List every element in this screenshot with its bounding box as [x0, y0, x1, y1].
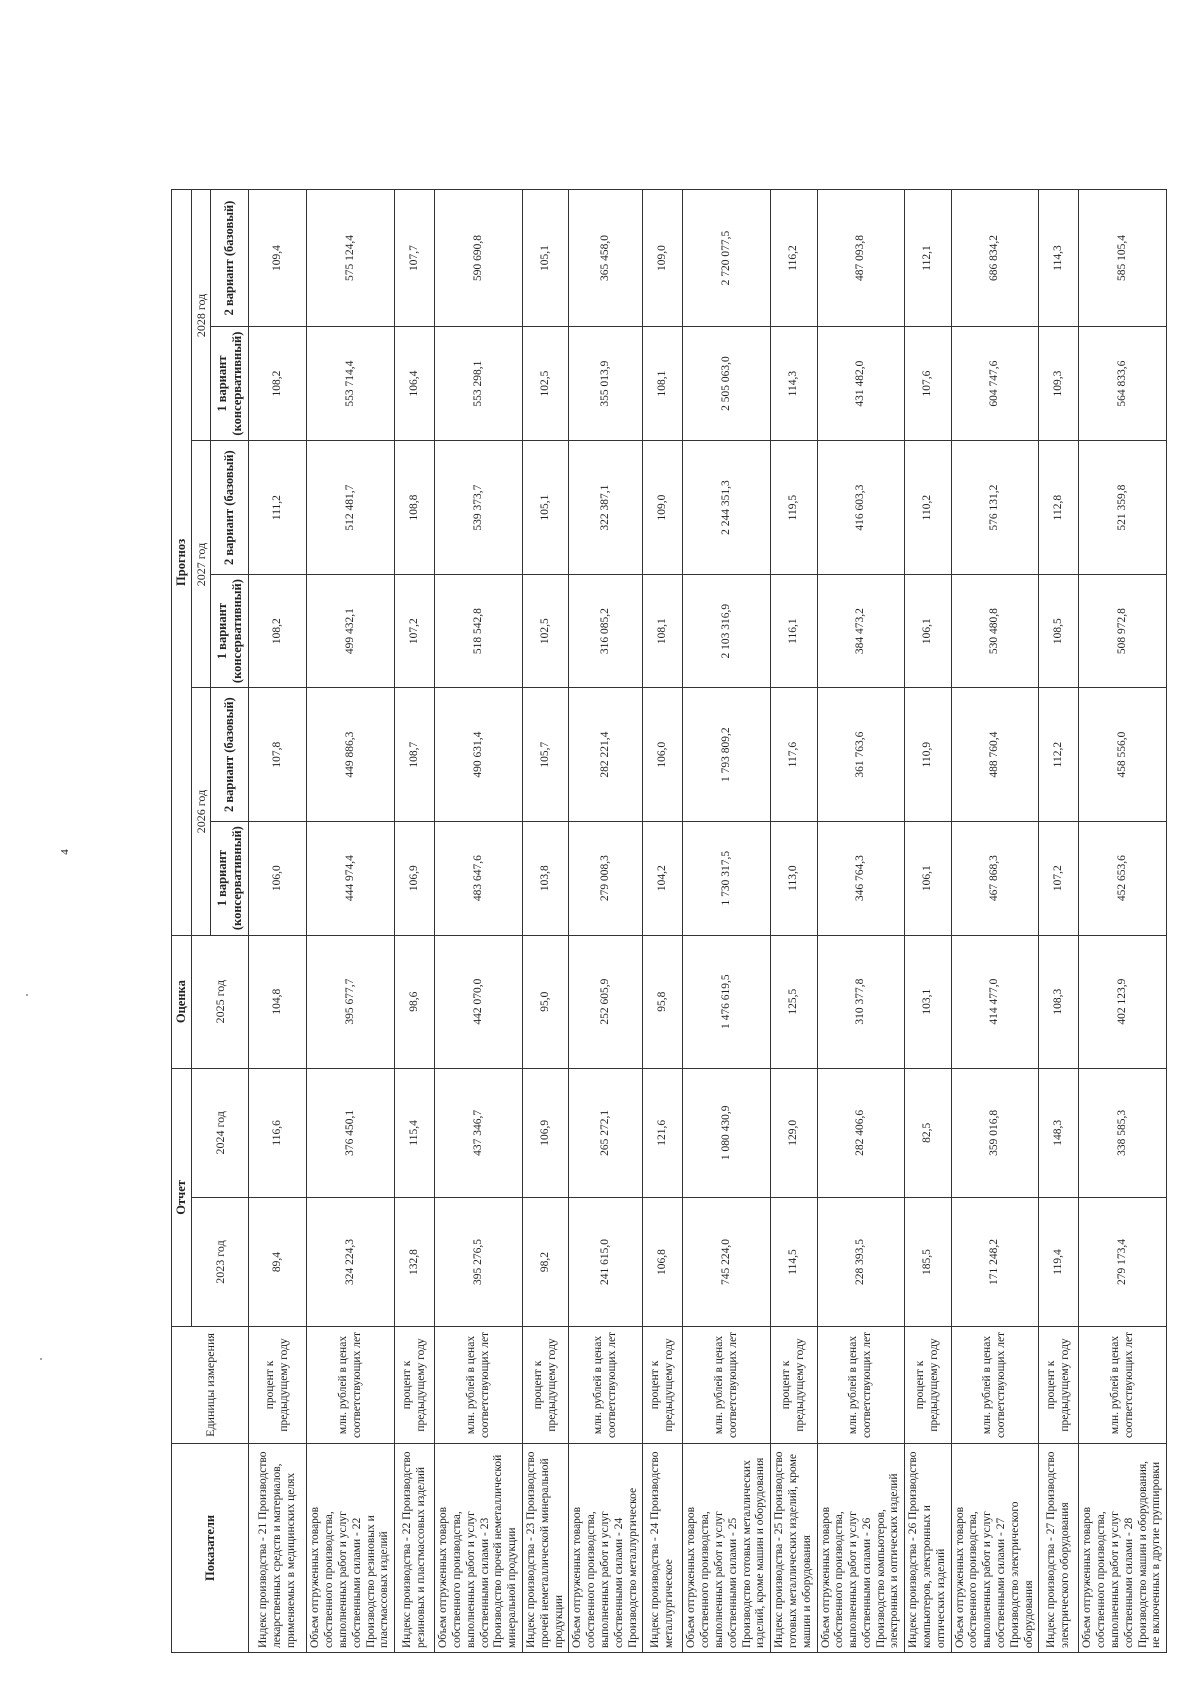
table-row — [643, 57, 683, 1653]
value-cell: 114,3 — [1039, 190, 1079, 326]
unit-cell: млн. рублей в ценах соответствующих лет — [1079, 1327, 1167, 1444]
value-cell: 114,3 — [771, 326, 817, 441]
value-cell: 575 124,4 — [307, 190, 395, 326]
value-cell: 355 013,9 — [569, 326, 643, 441]
value-cell: 107,2 — [1039, 821, 1079, 935]
indicator-name: Объем отгруженных товаров собственного производства, выполненных работ и услуг собственными силами - 28 Производство машин и оборудования, не включенных в другие группировки — [1079, 1443, 1167, 1652]
value-cell: 110,9 — [905, 688, 951, 821]
header-indicator: Показатели — [172, 1443, 249, 1652]
value-cell: 518 542,8 — [435, 574, 523, 688]
value-cell: 431 482,0 — [817, 326, 905, 441]
value-cell: 2 720 077,5 — [683, 190, 771, 326]
unit-cell: млн. рублей в ценах соответствующих лет — [307, 1327, 395, 1444]
value-cell: 512 481,7 — [307, 441, 395, 574]
value-cell: 109,3 — [1039, 326, 1079, 441]
value-cell: 102,5 — [522, 326, 568, 441]
header-estimate: Оценка — [172, 935, 192, 1068]
table-row — [951, 57, 1039, 1653]
value-cell: 106,8 — [643, 1197, 683, 1326]
value-cell: 108,7 — [395, 688, 435, 821]
value-cell: 346 764,3 — [817, 821, 905, 935]
value-cell: 416 603,3 — [817, 441, 905, 574]
value-cell: 488 760,4 — [951, 688, 1039, 821]
value-cell: 553 714,4 — [307, 326, 395, 441]
value-cell: 1 793 809,2 — [683, 688, 771, 821]
value-cell: 117,6 — [771, 688, 817, 821]
value-cell: 119,5 — [771, 441, 817, 574]
value-cell: 108,2 — [249, 326, 307, 441]
value-cell: 452 653,6 — [1079, 821, 1167, 935]
value-cell: 324 224,3 — [307, 1197, 395, 1326]
value-cell: 108,5 — [1039, 574, 1079, 688]
value-cell: 508 972,8 — [1079, 574, 1167, 688]
value-cell: 95,0 — [522, 935, 568, 1068]
value-cell: 585 105,4 — [1079, 190, 1167, 326]
indicator-name: Индекс производства - 21 Производство лекарственных средств и материалов, применяемых в медицинских целях — [249, 1443, 307, 1652]
header-variant-2: 2 вариант (базовый) — [211, 441, 249, 574]
value-cell: 107,2 — [395, 574, 435, 688]
indicator-name: Объем отгруженных товаров собственного производства, выполненных работ и услуг собственными силами - 26 Производство компьютеров, электронных и оптических изделий — [817, 1443, 905, 1652]
value-cell: 116,1 — [771, 574, 817, 688]
value-cell: 322 387,1 — [569, 441, 643, 574]
header-variant-1: 1 вариант (консервативный) — [211, 574, 249, 688]
unit-cell: процент к предыдущему году — [1039, 1327, 1079, 1444]
indicator-name: Объем отгруженных товаров собственного производства, выполненных работ и услуг собственными силами - 25 Производство готовых металлических изделий, кроме машин и оборудования — [683, 1443, 771, 1652]
table-row — [1079, 57, 1167, 1653]
value-cell: 116,2 — [771, 190, 817, 326]
value-cell: 449 886,3 — [307, 688, 395, 821]
value-cell: 279 173,4 — [1079, 1197, 1167, 1326]
value-cell: 553 298,1 — [435, 326, 523, 441]
value-cell: 112,8 — [1039, 441, 1079, 574]
value-cell: 521 359,8 — [1079, 441, 1167, 574]
value-cell: 95,8 — [643, 935, 683, 1068]
value-cell: 114,5 — [771, 1197, 817, 1326]
value-cell: 365 458,0 — [569, 190, 643, 326]
indicators-table — [171, 56, 1167, 1653]
value-cell: 112,2 — [1039, 688, 1079, 821]
table-row — [771, 57, 817, 1653]
indicator-name: Индекс производства - 27 Производство электрического оборудования — [1039, 1443, 1079, 1652]
header-variant-1: 1 вариант (консервативный) — [211, 326, 249, 441]
header-variant-1: 1 вариант (консервативный) — [211, 821, 249, 935]
value-cell: 115,4 — [395, 1068, 435, 1197]
value-cell: 590 690,8 — [435, 190, 523, 326]
value-cell: 106,9 — [395, 821, 435, 935]
value-cell: 107,7 — [395, 190, 435, 326]
table-row — [683, 57, 771, 1653]
value-cell: 125,5 — [771, 935, 817, 1068]
indicator-name: Индекс производства - 23 Производство прочей неметаллической минеральной продукции — [522, 1443, 568, 1652]
header-unit: Единицы измерения — [172, 1327, 249, 1444]
table-row — [1039, 57, 1079, 1653]
table-row — [395, 57, 435, 1653]
value-cell: 499 432,1 — [307, 574, 395, 688]
value-cell: 108,8 — [395, 441, 435, 574]
value-cell: 106,1 — [905, 574, 951, 688]
header-year-2023: 2023 год — [192, 1197, 249, 1326]
value-cell: 395 677,7 — [307, 935, 395, 1068]
indicator-name: Объем отгруженных товаров собственного производства, выполненных работ и услуг собственными силами - 23 Производство прочей неметаллической минеральной продукции — [435, 1443, 523, 1652]
unit-cell: млн. рублей в ценах соответствующих лет — [569, 1327, 643, 1444]
value-cell: 228 393,5 — [817, 1197, 905, 1326]
value-cell: 282 406,6 — [817, 1068, 905, 1197]
value-cell: 106,0 — [249, 821, 307, 935]
value-cell: 103,1 — [905, 935, 951, 1068]
header-variant-2: 2 вариант (базовый) — [211, 688, 249, 821]
indicator-name: Индекс производства - 25 Производство готовых металлических изделий, кроме машин и оборудования — [771, 1443, 817, 1652]
table-row — [817, 57, 905, 1653]
header-year-2024: 2024 год — [192, 1068, 249, 1197]
unit-cell: млн. рублей в ценах соответствующих лет — [683, 1327, 771, 1444]
header-year-2028: 2028 год — [192, 190, 211, 441]
value-cell: 106,1 — [905, 821, 951, 935]
value-cell: 106,4 — [395, 326, 435, 441]
unit-cell: процент к предыдущему году — [905, 1327, 951, 1444]
value-cell: 105,7 — [522, 688, 568, 821]
value-cell: 148,3 — [1039, 1068, 1079, 1197]
value-cell: 98,2 — [522, 1197, 568, 1326]
value-cell: 384 473,2 — [817, 574, 905, 688]
value-cell: 113,0 — [771, 821, 817, 935]
value-cell: 279 008,3 — [569, 821, 643, 935]
value-cell: 108,3 — [1039, 935, 1079, 1068]
value-cell: 108,1 — [643, 574, 683, 688]
value-cell: 467 868,3 — [951, 821, 1039, 935]
value-cell: 111,2 — [249, 441, 307, 574]
value-cell: 414 477,0 — [951, 935, 1039, 1068]
header-year-2025: 2025 год — [192, 935, 249, 1068]
header-year-2026: 2026 год — [192, 688, 211, 935]
value-cell: 1 080 430,9 — [683, 1068, 771, 1197]
value-cell: 576 131,2 — [951, 441, 1039, 574]
value-cell: 171 248,2 — [951, 1197, 1039, 1326]
indicator-name: Индекс производства - 22 Производство резиновых и пластмассовых изделий — [395, 1443, 435, 1652]
value-cell: 686 834,2 — [951, 190, 1039, 326]
value-cell: 483 647,6 — [435, 821, 523, 935]
value-cell: 107,6 — [905, 326, 951, 441]
value-cell: 102,5 — [522, 574, 568, 688]
scan-speck — [26, 994, 28, 996]
value-cell: 2 505 063,0 — [683, 326, 771, 441]
indicator-name: Объем отгруженных товаров собственного производства, выполненных работ и услуг собственными силами - 22 Производство резиновых и пластмассовых изделий — [307, 1443, 395, 1652]
table-row — [307, 57, 395, 1653]
value-cell: 107,8 — [249, 688, 307, 821]
value-cell: 108,1 — [643, 326, 683, 441]
indicator-name: Объем отгруженных товаров собственного производства, выполненных работ и услуг собственными силами - 24 Производство металлургическое — [569, 1443, 643, 1652]
value-cell: 604 747,6 — [951, 326, 1039, 441]
value-cell: 402 123,9 — [1079, 935, 1167, 1068]
value-cell: 108,2 — [249, 574, 307, 688]
unit-cell: процент к предыдущему году — [522, 1327, 568, 1444]
table-row — [249, 57, 307, 1653]
header-year-2027: 2027 год — [192, 441, 211, 688]
value-cell: 109,0 — [643, 190, 683, 326]
unit-cell: млн. рублей в ценах соответствующих лет — [435, 1327, 523, 1444]
value-cell: 442 070,0 — [435, 935, 523, 1068]
rotated-table-container — [171, 56, 1163, 1653]
value-cell: 1 730 317,5 — [683, 821, 771, 935]
value-cell: 1 476 619,5 — [683, 935, 771, 1068]
value-cell: 106,0 — [643, 688, 683, 821]
header-report: Отчет — [172, 1068, 192, 1326]
value-cell: 2 244 351,3 — [683, 441, 771, 574]
value-cell: 104,8 — [249, 935, 307, 1068]
indicator-name: Объем отгруженных товаров собственного производства, выполненных работ и услуг собственными силами - 27 Производство электрического оборудования — [951, 1443, 1039, 1652]
value-cell: 361 763,6 — [817, 688, 905, 821]
value-cell: 241 615,0 — [569, 1197, 643, 1326]
value-cell: 282 221,4 — [569, 688, 643, 821]
value-cell: 112,1 — [905, 190, 951, 326]
value-cell: 119,4 — [1039, 1197, 1079, 1326]
value-cell: 132,8 — [395, 1197, 435, 1326]
value-cell: 105,1 — [522, 190, 568, 326]
value-cell: 89,4 — [249, 1197, 307, 1326]
table-row — [435, 57, 523, 1653]
table-row — [905, 57, 951, 1653]
value-cell: 265 272,1 — [569, 1068, 643, 1197]
table-row — [569, 57, 643, 1653]
indicator-name: Индекс производства - 26 Производство компьютеров, электронных и оптических изделий — [905, 1443, 951, 1652]
value-cell: 564 833,6 — [1079, 326, 1167, 441]
value-cell: 109,0 — [643, 441, 683, 574]
value-cell: 105,1 — [522, 441, 568, 574]
value-cell: 310 377,8 — [817, 935, 905, 1068]
unit-cell: процент к предыдущему году — [643, 1327, 683, 1444]
scan-speck — [40, 1358, 42, 1360]
value-cell: 185,5 — [905, 1197, 951, 1326]
value-cell: 745 224,0 — [683, 1197, 771, 1326]
page-number: 4 — [58, 849, 71, 855]
value-cell: 539 373,7 — [435, 441, 523, 574]
value-cell: 487 093,8 — [817, 190, 905, 326]
value-cell: 395 276,5 — [435, 1197, 523, 1326]
value-cell: 106,9 — [522, 1068, 568, 1197]
unit-cell: процент к предыдущему году — [771, 1327, 817, 1444]
value-cell: 316 085,2 — [569, 574, 643, 688]
value-cell: 109,4 — [249, 190, 307, 326]
value-cell: 104,2 — [643, 821, 683, 935]
value-cell: 103,8 — [522, 821, 568, 935]
value-cell: 458 556,0 — [1079, 688, 1167, 821]
unit-cell: млн. рублей в ценах соответствующих лет — [817, 1327, 905, 1444]
value-cell: 490 631,4 — [435, 688, 523, 821]
header-forecast: Прогноз — [172, 190, 192, 935]
table-body — [249, 57, 1167, 1653]
value-cell: 252 605,9 — [569, 935, 643, 1068]
value-cell: 2 103 316,9 — [683, 574, 771, 688]
table-row — [522, 57, 568, 1653]
unit-cell: млн. рублей в ценах соответствующих лет — [951, 1327, 1039, 1444]
value-cell: 121,6 — [643, 1068, 683, 1197]
unit-cell: процент к предыдущему году — [395, 1327, 435, 1444]
value-cell: 437 346,7 — [435, 1068, 523, 1197]
header-variant-2: 2 вариант (базовый) — [211, 190, 249, 326]
value-cell: 129,0 — [771, 1068, 817, 1197]
value-cell: 98,6 — [395, 935, 435, 1068]
unit-cell: процент к предыдущему году — [249, 1327, 307, 1444]
value-cell: 82,5 — [905, 1068, 951, 1197]
value-cell: 376 450,1 — [307, 1068, 395, 1197]
value-cell: 338 585,3 — [1079, 1068, 1167, 1197]
value-cell: 116,6 — [249, 1068, 307, 1197]
value-cell: 359 016,8 — [951, 1068, 1039, 1197]
indicator-name: Индекс производства - 24 Производство металлургическое — [643, 1443, 683, 1652]
value-cell: 444 974,4 — [307, 821, 395, 935]
value-cell: 110,2 — [905, 441, 951, 574]
value-cell: 530 480,8 — [951, 574, 1039, 688]
